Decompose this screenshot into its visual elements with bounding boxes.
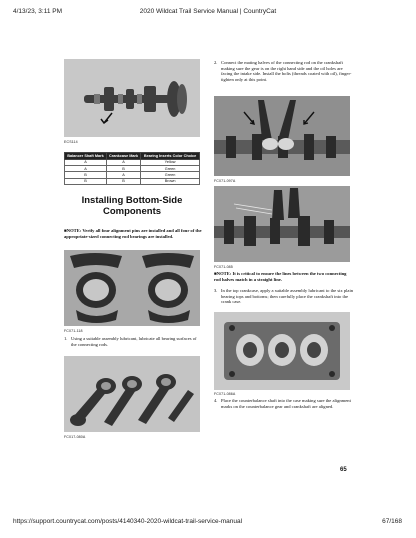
table-cell: B bbox=[65, 178, 107, 184]
step-text: Connect the mating halves of the connecting rod on the crankshaft making sure the gear is on the right hand side and the oil holes are facing the intake side. Install the bolts (threads coated with oil), finger-tighten only at this point. bbox=[221, 60, 352, 82]
table-cell: A bbox=[107, 172, 141, 178]
step-3 bbox=[214, 288, 354, 305]
step-text: In the top crankcase, apply a suitable assembly lubricant to the six plain bearing tops and bottoms; then carefully place the crankshaft into the crank case. bbox=[221, 288, 354, 305]
table-header: Bearing Inserts Color Choice bbox=[141, 153, 200, 160]
table-cell: Brown bbox=[141, 178, 200, 184]
figure-code: FC071-097A bbox=[214, 179, 236, 183]
table-cell: Yellow bbox=[141, 159, 200, 165]
print-page-count: 67/168 bbox=[382, 518, 402, 525]
table-cell: Green bbox=[141, 172, 200, 178]
step-text: Place the counterbalance shaft into the case making sure the alignment marks on the counterbalance gear and crankshaft are aligned. bbox=[221, 398, 351, 409]
figure-code: FC017-080A bbox=[64, 435, 86, 439]
balancer-bearing-table bbox=[64, 152, 200, 185]
balancer-shaft-photo bbox=[64, 59, 200, 137]
crankshaft-rod-halves-photo bbox=[214, 96, 350, 176]
print-footer bbox=[0, 514, 416, 526]
step-number: 4. bbox=[214, 398, 218, 403]
print-header bbox=[0, 4, 416, 16]
page-number: 65 bbox=[340, 467, 347, 473]
print-title: 2020 Wildcat Trail Service Manual | CountryCat bbox=[139, 8, 277, 15]
connecting-rod-caps-photo bbox=[64, 250, 200, 326]
note-alignment-pins: ■NOTE: Verify all four alignment pins are installed and all four of the appropriate-sized connecting rod bearings are installed. bbox=[64, 228, 202, 239]
table-row bbox=[65, 178, 200, 184]
figure-code: FC071-086A bbox=[214, 392, 236, 396]
figure-code: FC071-085 bbox=[214, 265, 233, 269]
note-rod-lines: ■NOTE: It is critical to ensure the lines between the two connecting rod halves match in a straight line. bbox=[214, 271, 347, 282]
section-title-line: Installing Bottom-Side bbox=[81, 195, 183, 206]
figure-code: FC071-118 bbox=[64, 329, 83, 333]
step-4 bbox=[214, 398, 354, 409]
table-cell: B bbox=[65, 172, 107, 178]
step-1 bbox=[64, 336, 202, 347]
step-text: Using a suitable assembly lubricant, lubricate all bearing surfaces of the connecting rods. bbox=[71, 336, 197, 347]
rod-match-photo bbox=[214, 186, 350, 262]
table-header: Balancer Shaft Mark bbox=[65, 153, 107, 160]
print-url: https://support.countrycat.com/posts/4140340-2020-wildcat-trail-service-manual bbox=[13, 518, 243, 525]
table-cell: A bbox=[65, 159, 107, 165]
table-cell: B bbox=[107, 165, 141, 171]
step-number: 1. bbox=[64, 336, 68, 341]
connecting-rod-assembly-photo bbox=[64, 356, 200, 432]
step-2 bbox=[214, 60, 354, 82]
table-cell: A bbox=[65, 165, 107, 171]
section-title bbox=[64, 196, 200, 217]
table-cell: A bbox=[107, 159, 141, 165]
table-header: Crankcase Mark bbox=[107, 153, 141, 160]
print-datetime: 4/13/23, 3:11 PM bbox=[13, 8, 63, 15]
table-cell: Green bbox=[141, 165, 200, 171]
table-cell: B bbox=[107, 178, 141, 184]
section-title-line: Components bbox=[102, 205, 162, 217]
crankcase-photo bbox=[214, 312, 350, 390]
step-number: 3. bbox=[214, 288, 218, 293]
figure-code: ECS114 bbox=[64, 140, 78, 144]
step-number: 2. bbox=[214, 60, 218, 65]
